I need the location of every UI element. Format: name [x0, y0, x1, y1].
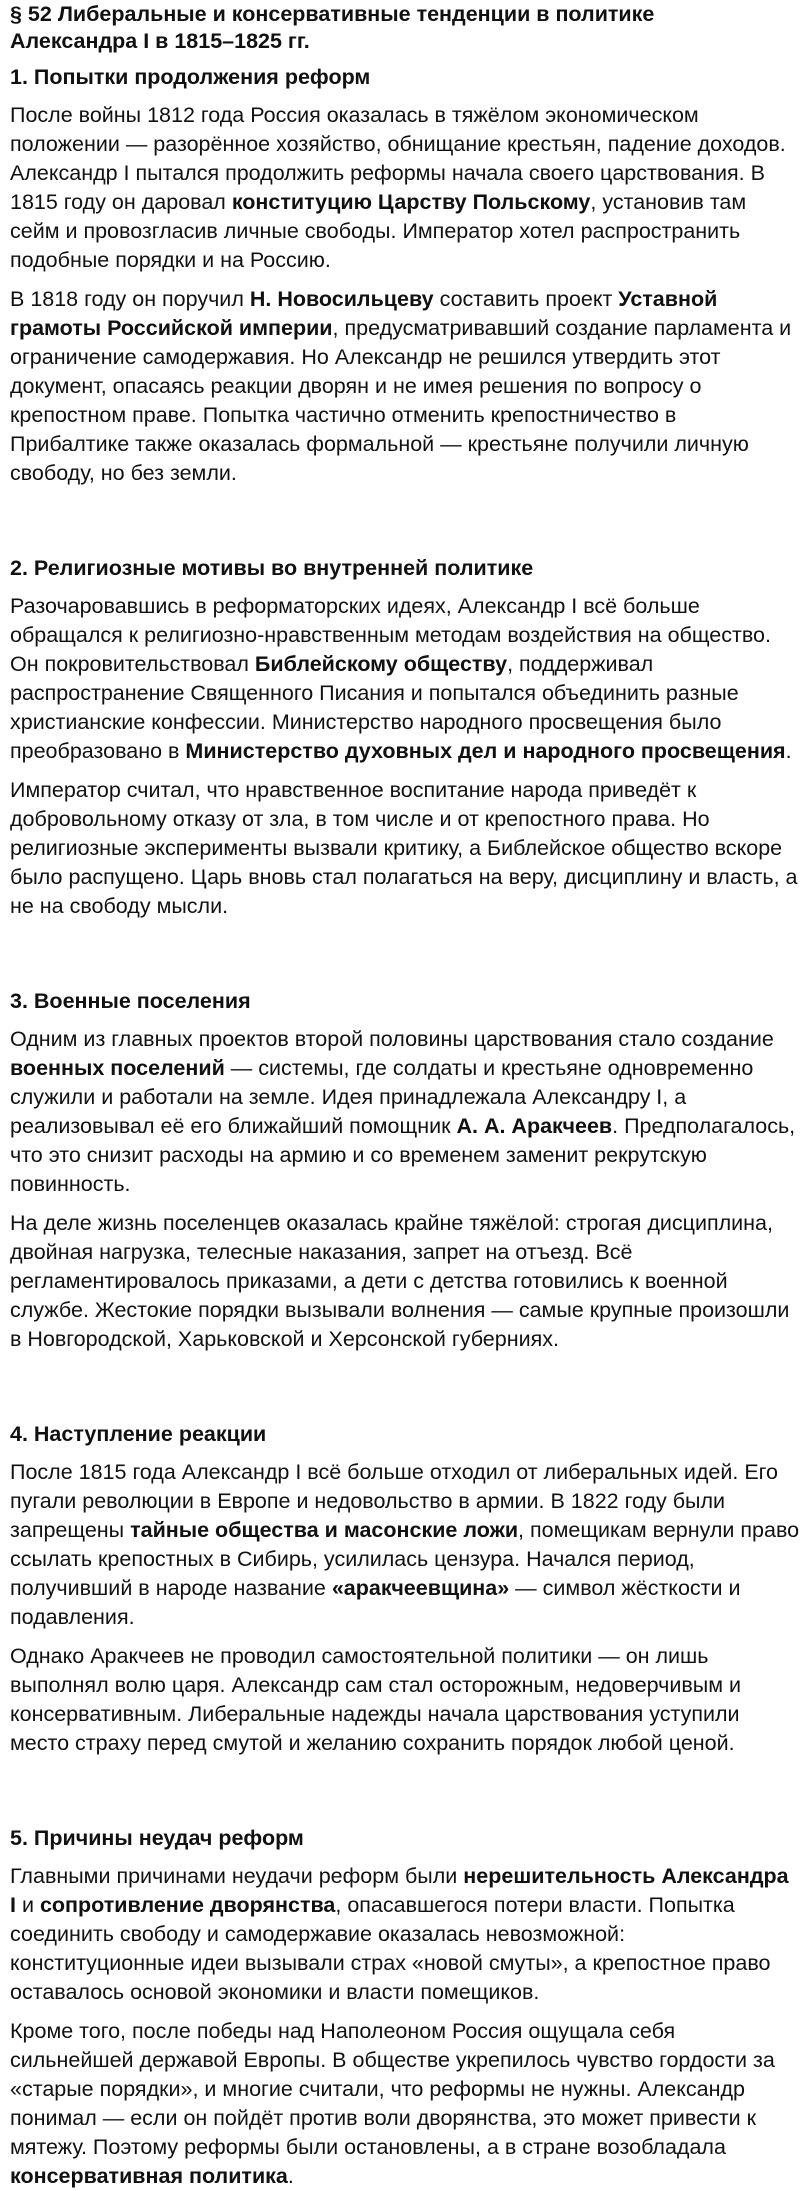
text: В 1818 году он поручил	[10, 287, 250, 311]
paragraph	[10, 1642, 800, 1758]
key-term: Н. Новосильцеву	[249, 287, 434, 311]
text: Однако Аракчеев не проводил самостоятельной политики — он лишь выполнял волю царя. Александр сам стал осторожным, недоверчивым и консервативным. Либеральные надежды начала царствования уступили место страху перед смутой и желанию сохранить порядок любой ценой.	[10, 1644, 742, 1755]
paragraph	[10, 776, 800, 921]
text: После 1815 года Александр I всё больше отходил от либеральных идей. Его пугали революции в Европе и недовольство в армии. В 1822 году были запрещены	[10, 1460, 778, 1542]
text: Одним из главных проектов второй половины царствования стало создание	[10, 1027, 774, 1051]
paragraph	[10, 1209, 800, 1354]
key-term: «аракчеевщина»	[331, 1576, 510, 1600]
section-religious-motives	[10, 554, 798, 921]
key-term: Библейскому обществу	[254, 652, 508, 676]
text: После войны 1812 года Россия оказалась в тяжёлом экономическом положении — разорённое хозяйство, обнищание крестьян, падение доходов. Александр I пытался продолжить реформы начала своего царствования. В 1815 году он даровал	[10, 103, 786, 214]
paragraph	[10, 2017, 800, 2191]
section-heading: 2. Религиозные мотивы во внутренней политике	[10, 556, 534, 580]
key-term: Министерство духовных дел и народного просвещения	[185, 739, 786, 763]
text: , установив там сейм и провозгласив личные свободы. Император хотел распространить подобные порядки и на Россию.	[10, 190, 747, 272]
paragraph	[10, 285, 800, 488]
text: — системы, где солдаты и крестьяне одновременно служили и работали на земле. Идея принадлежала Александру I, а реализовывал её его ближайший помощник	[10, 1056, 754, 1138]
text: Главными причинами неудачи реформ были	[10, 1864, 464, 1888]
key-term: А. А. Аракчеев	[456, 1114, 613, 1138]
text: , опасавшегося потери власти. Попытка соединить свободу и самодержавие оказалась невозможной: конституционные идеи вызывали страх «новой смуты», а крепостное право оставалось основой экономики и власти помещиков.	[10, 1893, 771, 2004]
section-heading: 4. Наступление реакции	[10, 1422, 267, 1446]
text: и	[15, 1893, 40, 1917]
text: Кроме того, после победы над Наполеоном Россия ощущала себя сильнейшей державой Европы. В обществе укрепилось чувство гордости за «старые порядки», и многие считали, что реформы не нужны. Александр понимал — если он пойдёт против воли дворянства, это может привести к мятежу. Поэтому реформы были остановлены, а в стране возобладала	[10, 2019, 775, 2159]
section-spacer	[10, 1364, 770, 1412]
text: На деле жизнь поселенцев оказалась крайне тяжёлой: строгая дисциплина, двойная нагрузка, телесные наказания, запрет на отъезд. Всё регламентировалось приказами, а дети с детства готовились к военной службе. Жестокие порядки вызывали волнения — самые крупные произошли в Новгородской, Харьковской и Херсонской губерниях.	[10, 1211, 790, 1351]
text: — символ жёсткости и подавления.	[10, 1576, 741, 1629]
key-term: консервативная политика	[10, 2164, 288, 2188]
section-military-settlements	[10, 987, 796, 1354]
text: . Предполагалось, что это снизит расходы на армию и со временем заменит рекрутскую повинность.	[10, 1114, 796, 1196]
section-spacer	[10, 498, 770, 546]
section-spacer	[10, 1768, 770, 1816]
text: , поддерживал распространение Священного Писания и попытался объединить разные христианские конфессии. Министерство народного просвещения было преобразовано в	[10, 652, 739, 763]
text: Разочаровавшись в реформаторских идеях, Александр I всё больше обращался к религиозно-нравственным методам воздействия на общество. Он покровительствовал	[10, 594, 771, 676]
text: Император считал, что нравственное воспитание народа приведёт к добровольному отказу от зла, в том числе и от крепостного права. Но религиозные эксперименты вызвали критику, а Библейское общество вскоре было распущено. Царь вновь стал полагаться на веру, дисциплину и власть, а не на свободу мысли.	[10, 778, 798, 918]
key-term: Уставной грамоты Российской империи	[10, 287, 718, 340]
section-heading: 1. Попытки продолжения реформ	[10, 65, 371, 89]
section-reform-attempts	[10, 63, 792, 488]
page-title: § 52 Либеральные и консервативные тенденции в политике Александра I в 1815–1825 гг.	[10, 2, 655, 53]
key-term: тайные общества и масонские ложи	[130, 1518, 519, 1542]
paragraph	[10, 101, 800, 275]
section-heading: 5. Причины неудач реформ	[10, 1826, 304, 1850]
text: , помещикам вернули право ссылать крепостных в Сибирь, усилилась цензура. Начался период, получивший в народе название	[10, 1518, 800, 1600]
paragraph	[10, 1458, 800, 1632]
section-reaction	[10, 1420, 800, 1758]
key-term: нерешительность Александра I	[10, 1864, 789, 1917]
text: .	[287, 2164, 294, 2188]
paragraph	[10, 592, 800, 766]
text: .	[785, 739, 792, 763]
key-term: сопротивление дворянства	[39, 1893, 336, 1917]
paragraph	[10, 1025, 800, 1199]
text: , предусматривавший создание парламента и ограничение самодержавия. Но Александр не решился утвердить этот документ, опасаясь реакции дворян и не имея решения по вопросу о крепостном праве. Попытка частично отменить крепостничество в Прибалтике также оказалась формальной — крестьяне получили личную свободу, но без земли.	[10, 316, 792, 485]
section-failure-reasons	[10, 1824, 789, 2191]
key-term: военных поселений	[10, 1056, 225, 1080]
paragraph	[10, 1862, 800, 2007]
key-term: конституцию Царству Польскому	[231, 190, 591, 214]
text: составить проект	[433, 287, 619, 311]
section-heading: 3. Военные поселения	[10, 989, 251, 1013]
section-spacer	[10, 931, 770, 979]
